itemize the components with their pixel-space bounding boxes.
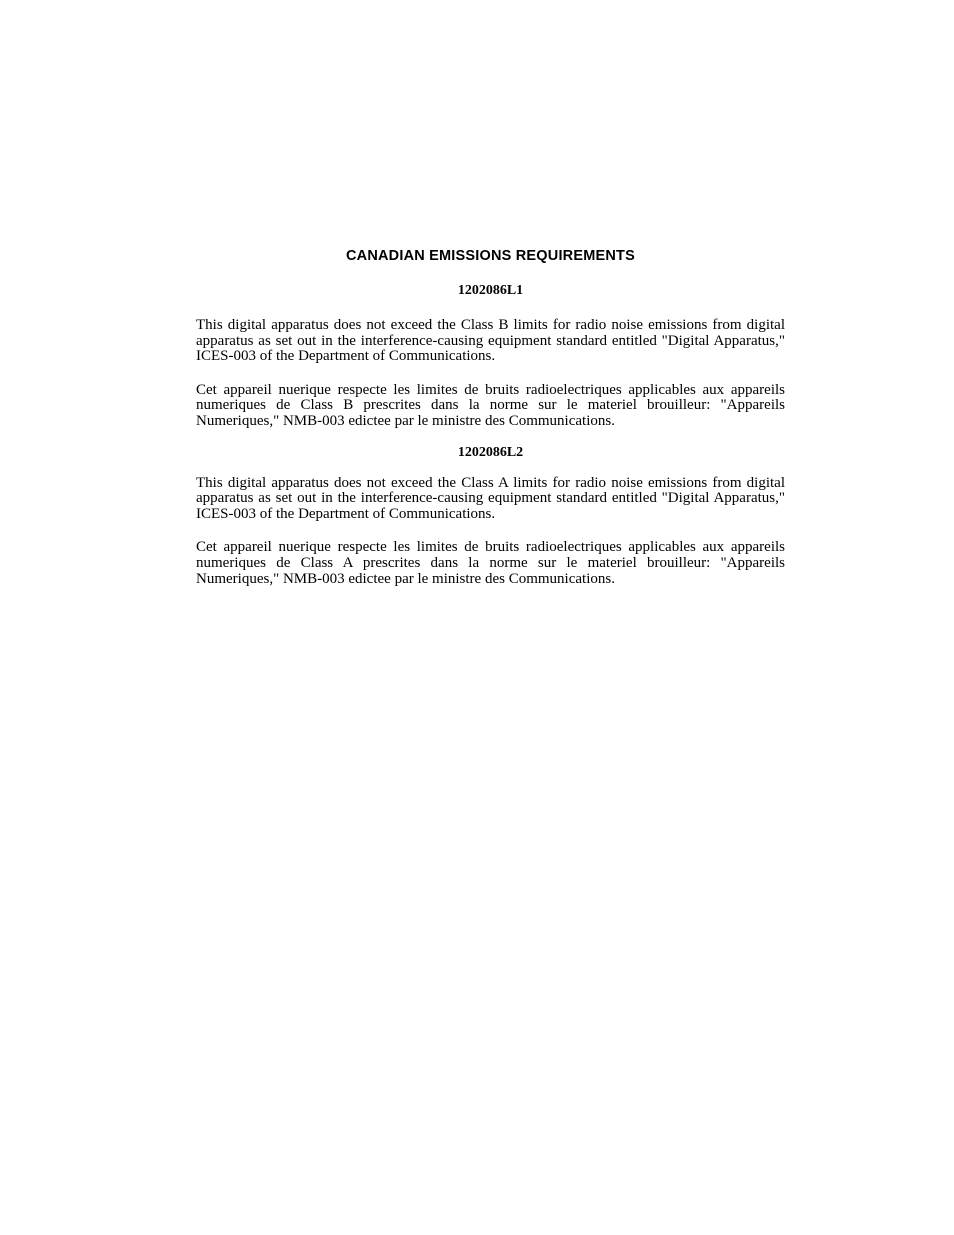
english-notice: This digital apparatus does not exceed the Class A limits for radio noise emissions from digital apparatus as set out in the interference-causing equipment standard entitled "Digital Apparatus," ICES-003 of the Department of Communications. [196, 474, 785, 522]
page-title: CANADIAN EMISSIONS REQUIREMENTS [346, 248, 635, 264]
section-class-a [196, 444, 785, 588]
french-notice: Cet appareil nuerique respecte les limites de bruits radioelectriques applicables aux appareils numeriques de Class B prescrites dans la norme sur le materiel brouilleur: "Appareils Numeriques," NMB-003 edictee par le ministre des Communications. [196, 381, 785, 429]
section-class-b [196, 282, 785, 430]
section-label: 1202086L1 [457, 283, 524, 298]
section-label: 1202086L2 [457, 444, 524, 460]
french-notice: Cet appareil nuerique respecte les limites de bruits radioelectriques applicables aux appareils numeriques de Class A prescrites dans la norme sur le materiel brouilleur: "Appareils Numeriques," NMB-003 edictee par le ministre des Communications. [196, 539, 785, 587]
english-notice: This digital apparatus does not exceed the Class B limits for radio noise emissions from digital apparatus as set out in the interference-causing equipment standard entitled "Digital Apparatus," ICES-003 of the Department of Communications. [196, 317, 785, 365]
document-page [196, 246, 785, 587]
